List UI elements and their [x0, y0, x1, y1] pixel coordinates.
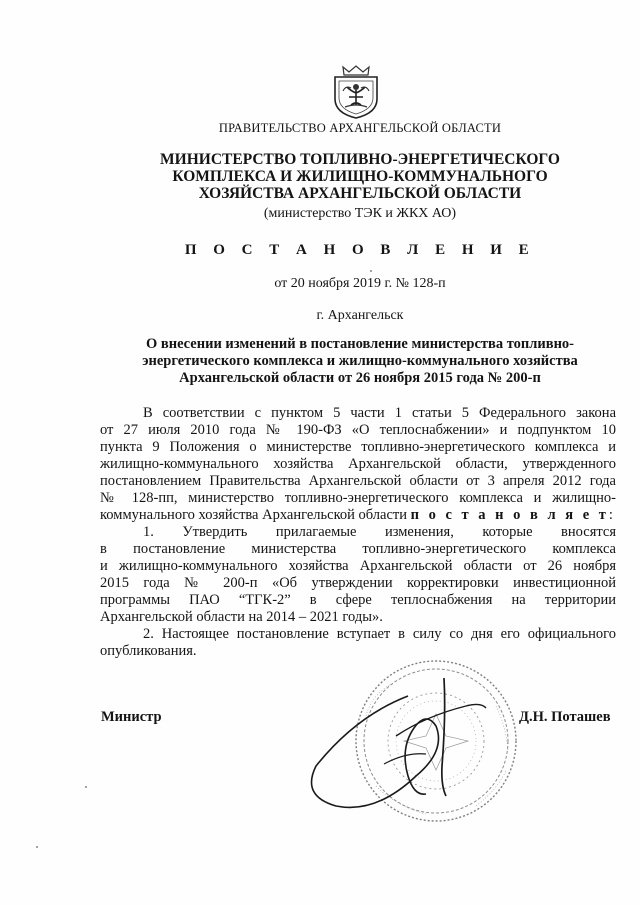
scan-speck [85, 786, 87, 788]
signatory-role: Министр [101, 709, 162, 725]
body-line: от 27 июля 2010 года № 190-ФЗ «О теплоснабжении» и подпунктом 10 [100, 422, 616, 438]
body-line: и жилищно-коммунального хозяйства Архангельской области от 26 ноября [100, 558, 616, 574]
signatory-name: Д.Н. Поташев [519, 709, 611, 725]
body-line: В соответствии с пунктом 5 части 1 статьи 5 Федерального закона [143, 405, 616, 421]
seal-stamp-icon [296, 656, 526, 826]
ministry-short-name: (министерство ТЭК и ЖКХ АО) [263, 206, 457, 221]
subject-line: энергетического комплекса и жилищно-коммунального хозяйства [142, 353, 578, 369]
ministry-title [100, 151, 620, 202]
subject-line: О внесении изменений в постановление министерства топливно- [145, 336, 575, 352]
body-line [100, 507, 616, 524]
scan-speck [36, 846, 38, 848]
body-line: программы ПАО “ТГК-2” в сфере теплоснабжения на территории [100, 592, 616, 608]
body-line: 1. Утвердить прилагаемые изменения, которые вносятся [143, 524, 616, 540]
scan-speck [370, 270, 372, 272]
document-body [100, 405, 616, 660]
body-line: № 128-пп, министерство топливно-энергетического комплекса и жилищно- [100, 490, 616, 506]
government-name: ПРАВИТЕЛЬСТВО АРХАНГЕЛЬСКОЙ ОБЛАСТИ [218, 121, 502, 135]
coat-of-arms-icon [331, 63, 381, 119]
body-line: опубликования. [100, 643, 197, 659]
body-line: 2015 года № 200-п «Об утверждении корректировки инвестиционной [100, 575, 616, 591]
body-text-fragment: коммунального хозяйства Архангельской области [100, 507, 411, 523]
handwritten-signature-icon [312, 678, 487, 807]
document-type: П О С Т А Н О В Л Е Н И Е [184, 242, 536, 258]
body-text-fragment: : [608, 507, 613, 523]
decree-word: п о с т а н о в л я е т [410, 507, 609, 523]
body-line: пункта 9 Положения о министерстве топливно-энергетического комплекса и [100, 439, 616, 455]
document-subject [100, 336, 620, 387]
document-city: г. Архангельск [316, 308, 404, 323]
body-line: 2. Настоящее постановление вступает в силу со дня его официального [143, 626, 616, 642]
body-line: в постановление министерства топливно-энергетического комплекса [100, 541, 616, 557]
ministry-title-line: КОМПЛЕКСА И ЖИЛИЩНО-КОММУНАЛЬНОГО [172, 168, 548, 185]
subject-line: Архангельской области от 26 ноября 2015 года № 200-п [179, 370, 541, 386]
ministry-title-line: МИНИСТЕРСТВО ТОПЛИВНО-ЭНЕРГЕТИЧЕСКОГО [160, 151, 560, 168]
body-line: жилищно-коммунального хозяйства Архангельской области, утвержденного [100, 456, 616, 472]
body-line: постановлением Правительства Архангельской области от 3 апреля 2012 года [100, 473, 616, 489]
document-date-number: от 20 ноября 2019 г. № 128-п [274, 276, 446, 291]
ministry-title-line: ХОЗЯЙСТВА АРХАНГЕЛЬСКОЙ ОБЛАСТИ [198, 185, 522, 202]
body-line: Архангельской области на 2014 – 2021 годы». [100, 609, 383, 625]
